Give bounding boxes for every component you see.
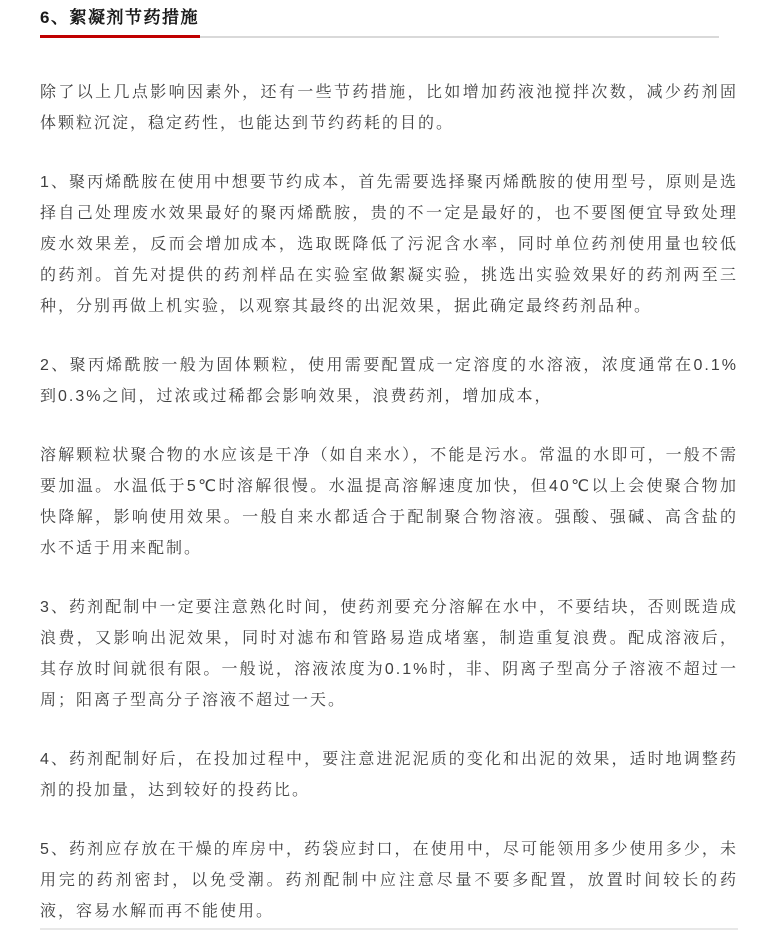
item-4-paragraph: 4、药剂配制好后，在投加过程中，要注意进泥泥质的变化和出泥的效果，适时地调整药剂的投加量，达到较好的投药比。 xyxy=(40,751,738,799)
item-3-paragraph: 3、药剂配制中一定要注意熟化时间，使药剂要充分溶解在水中，不要结块，否则既造成浪费，又影响出泥效果，同时对滤布和管路易造成堵塞，制造重复浪费。配成溶液后，其存放时间就很有限。一般说，溶液浓度为0.1%时，非、阴离子型高分子溶液不超过一周；阳离子型高分子溶液不超过一天。 xyxy=(40,599,738,709)
section-title: 6、絮凝剂节药措施 xyxy=(40,8,199,27)
item-1-paragraph: 1、聚丙烯酰胺在使用中想要节约成本，首先需要选择聚丙烯酰胺的使用型号，原则是选择自己处理废水效果最好的聚丙烯酰胺，贵的不一定是最好的，也不要图便宜导致处理废水效果差，反而会增加成本，选取既降低了污泥含水率，同时单位药剂使用量也较低的药剂。首先对提供的药剂样品在实验室做絮凝实验，挑选出实验效果好的药剂两至三种，分别再做上机实验，以观察其最终的出泥效果，据此确定最终药剂品种。 xyxy=(40,174,738,315)
dissolving-water-paragraph: 溶解颗粒状聚合物的水应该是干净（如自来水），不能是污水。常温的水即可，一般不需要加温。水温低于5℃时溶解很慢。水温提高溶解速度加快，但40℃以上会使聚合物加快降解，影响使用效果。一般自来水都适合于配制聚合物溶液。强酸、强碱、高含盐的水不适于用来配制。 xyxy=(40,447,738,557)
title-divider-red-accent xyxy=(40,35,200,38)
bottom-divider xyxy=(40,928,738,930)
document-body xyxy=(40,77,738,927)
intro-paragraph: 除了以上几点影响因素外，还有一些节药措施，比如增加药液池搅拌次数，减少药剂固体颗粒沉淀，稳定药性，也能达到节约药耗的目的。 xyxy=(40,84,738,132)
title-divider xyxy=(40,35,719,38)
item-2-paragraph: 2、聚丙烯酰胺一般为固体颗粒，使用需要配置成一定溶度的水溶液，浓度通常在0.1%到0.3%之间，过浓或过稀都会影响效果，浪费药剂，增加成本， xyxy=(40,357,738,405)
item-5-paragraph: 5、药剂应存放在干燥的库房中，药袋应封口，在使用中，尽可能领用多少使用多少，未用完的药剂密封，以免受潮。药剂配制中应注意尽量不要多配置，放置时间较长的药液，容易水解而再不能使用。 xyxy=(40,841,738,920)
